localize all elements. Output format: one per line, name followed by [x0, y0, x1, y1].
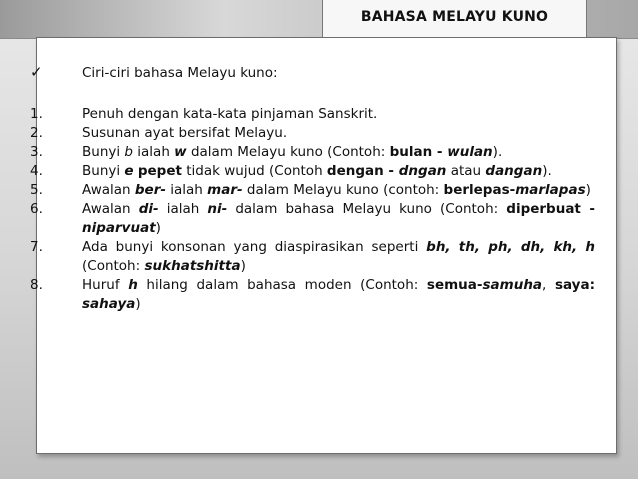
text-segment: dalam Melayu kuno (contoh: — [242, 182, 444, 198]
text-segment: Bunyi — [82, 163, 125, 179]
text-segment: diperbuat - — [506, 201, 595, 217]
text-segment: Penuh dengan kata-kata pinjaman Sanskrit. — [82, 106, 378, 122]
list-item-text — [82, 125, 287, 141]
list-item-text — [82, 144, 502, 160]
text-segment: Huruf — [82, 277, 129, 293]
text-segment: w — [174, 144, 187, 160]
list-item-text — [82, 182, 591, 198]
list-item-number: 7. — [30, 239, 43, 255]
list-item-number: 1. — [30, 106, 43, 122]
list-item-number: 4. — [30, 163, 43, 179]
text-segment: (Contoh: — [82, 258, 145, 274]
text-segment: wulan — [447, 144, 493, 160]
text-segment: pepet — [137, 163, 182, 179]
list-item-text — [82, 163, 552, 179]
text-segment: ni- — [207, 201, 228, 217]
list-item-text — [82, 277, 595, 312]
text-segment: ) — [135, 296, 141, 312]
list-item-number: 8. — [30, 277, 43, 293]
text-segment: dalam Melayu kuno (Contoh: — [186, 144, 390, 160]
list-item-text — [82, 201, 595, 236]
list-item — [30, 105, 595, 124]
intro-text: Ciri-ciri bahasa Melayu kuno: — [82, 65, 278, 81]
list-item — [30, 200, 595, 238]
text-segment: Susunan ayat bersifat Melayu. — [82, 125, 288, 141]
text-segment: dangan — [485, 163, 543, 179]
text-segment: atau — [446, 163, 486, 179]
list-item-number: 3. — [30, 144, 43, 160]
text-segment: tidak wujud (Contoh — [181, 163, 327, 179]
text-segment: semua- — [426, 277, 483, 293]
text-segment: b — [124, 144, 133, 160]
text-segment: ber- — [134, 182, 166, 198]
text-segment: ). — [492, 144, 503, 160]
list-item — [30, 238, 595, 276]
text-segment: Awalan — [82, 201, 139, 217]
text-segment: samuha — [482, 277, 543, 293]
text-segment: hilang dalam bahasa moden (Contoh: — [137, 277, 427, 293]
text-segment: di- — [138, 201, 159, 217]
list-item-number: 6. — [30, 201, 43, 217]
text-segment: Bunyi — [82, 144, 125, 160]
intro-line — [30, 64, 595, 83]
text-segment: bh, th, ph, dh, kh, h — [426, 239, 596, 255]
title-tab — [322, 0, 587, 37]
text-segment: , — [542, 277, 555, 293]
text-segment: sahaya — [82, 296, 136, 312]
text-segment: dalam bahasa Melayu kuno (Contoh: — [227, 201, 507, 217]
slide-content — [30, 64, 595, 314]
list-item-text — [82, 106, 377, 122]
feature-list — [30, 105, 595, 314]
text-segment: ) — [240, 258, 246, 274]
text-segment: mar- — [207, 182, 243, 198]
text-segment: ). — [542, 163, 552, 179]
list-item — [30, 124, 595, 143]
text-segment: h — [128, 277, 138, 293]
text-segment: Ada bunyi konsonan yang diaspirasikan seperti — [82, 239, 427, 255]
checkmark-icon: ✓ — [30, 63, 43, 81]
text-segment: e — [124, 163, 134, 179]
list-item — [30, 143, 595, 162]
text-segment: saya: — [554, 277, 595, 293]
text-segment: bulan - — [389, 144, 448, 160]
text-segment: sukhatshitta — [144, 258, 241, 274]
text-segment: ) — [585, 182, 591, 198]
text-segment: ) — [155, 220, 161, 236]
text-segment: niparvuat — [82, 220, 156, 236]
text-segment: berlepas- — [443, 182, 516, 198]
list-item — [30, 276, 595, 314]
text-segment: dngan — [398, 163, 447, 179]
text-segment: ialah — [158, 201, 208, 217]
list-item-number: 5. — [30, 182, 43, 198]
text-segment: Awalan — [82, 182, 135, 198]
list-item-text — [82, 239, 595, 274]
slide-title: BAHASA MELAYU KUNO — [360, 9, 549, 25]
text-segment: marlapas — [515, 182, 586, 198]
list-item-number: 2. — [30, 125, 43, 141]
list-item — [30, 162, 595, 181]
text-segment: ialah — [165, 182, 208, 198]
text-segment: dengan - — [326, 163, 399, 179]
text-segment: ialah — [132, 144, 175, 160]
list-item — [30, 181, 595, 200]
